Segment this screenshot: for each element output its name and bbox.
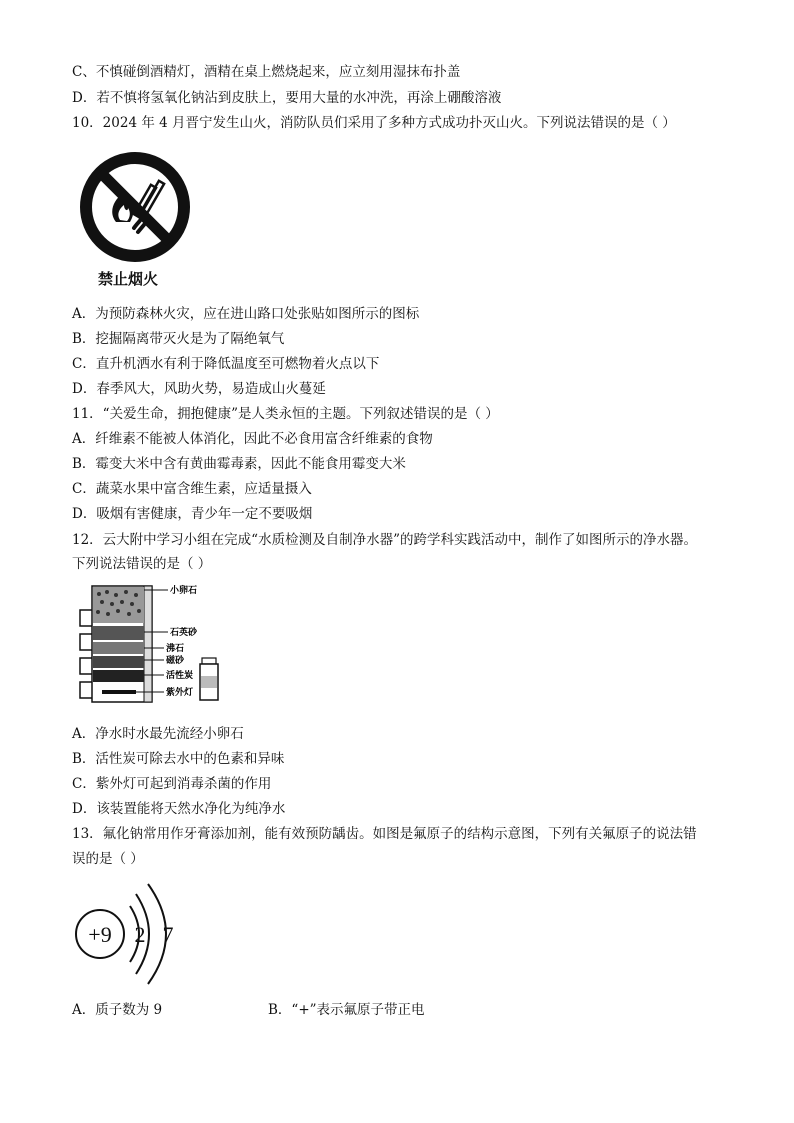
q12-option-c: C．紫外灯可起到消毒杀菌的作用 (72, 776, 272, 792)
q10-stem: 10．2024 年 4 月晋宁发生山火，消防队员们采用了多种方式成功扑灭山火。下列说法错误的是（ ） (72, 115, 676, 131)
q10-option-c: C．直升机洒水有利于降低温度至可燃物着火点以下 (72, 356, 380, 372)
shell2-electrons: 7 (162, 922, 174, 947)
q13-stem-line1: 13．氟化钠常用作牙膏添加剂，能有效预防龋齿。如图是氟原子的结构示意图，下列有关氟原子的说法错 (72, 826, 697, 842)
q11-option-a: A．纤维素不能被人体消化，因此不必食用富含纤维素的食物 (72, 431, 433, 447)
sign-caption: 禁止烟火 (98, 270, 159, 288)
fluorine-atom-diagram (72, 878, 182, 988)
nucleus-label: +9 (88, 922, 112, 947)
q10-option-d: D．春季风大，风助火势，易造成山火蔓延 (72, 381, 326, 397)
label-magnetic-sand: 磁砂 (166, 656, 185, 666)
q9-option-c: C、不慎碰倒酒精灯，酒精在桌上燃烧起来，应立刻用湿抹布扑盖 (72, 64, 461, 80)
q10-option-b: B．挖掘隔离带灭火是为了隔绝氧气 (72, 331, 285, 347)
label-quartz-sand: 石英砂 (170, 628, 198, 638)
q11-option-b: B．霉变大米中含有黄曲霉毒素，因此不能食用霉变大米 (72, 456, 406, 472)
q12-option-b: B．活性炭可除去水中的色素和异味 (72, 751, 285, 767)
q9-option-d: D．若不慎将氢氧化钠沾到皮肤上，要用大量的水冲洗，再涂上硼酸溶液 (72, 90, 502, 106)
q12-option-d: D．该装置能将天然水净化为纯净水 (72, 801, 286, 817)
q11-option-d: D．吸烟有害健康，青少年一定不要吸烟 (72, 506, 313, 522)
q13-stem-line2: 误的是（ ） (72, 851, 144, 867)
no-fire-sign-icon (78, 150, 192, 264)
q11-option-c: C．蔬菜水果中富含维生素，应适量摄入 (72, 481, 312, 497)
shell1-electrons: 2 (134, 922, 146, 947)
q13-option-a: A．质子数为 9 (72, 1002, 163, 1018)
q12-option-a: A．净水时水最先流经小卵石 (72, 726, 244, 742)
q10-option-a: A．为预防森林火灾，应在进山路口处张贴如图所示的图标 (72, 306, 420, 322)
label-pebbles: 小卵石 (170, 586, 198, 596)
label-zeolite: 沸石 (166, 644, 185, 654)
water-purifier-diagram (74, 580, 234, 712)
label-uv-lamp: 紫外灯 (166, 688, 194, 698)
q12-stem-line2: 下列说法错误的是（ ） (72, 556, 212, 572)
q11-stem: 11．“关爱生命，拥抱健康”是人类永恒的主题。下列叙述错误的是（ ） (72, 406, 499, 422)
q13-option-b: B．“+”表示氟原子带正电 (268, 1002, 425, 1018)
label-activated-carbon: 活性炭 (166, 671, 194, 681)
q12-stem-line1: 12．云大附中学习小组在完成“水质检测及自制净水器”的跨学科实践活动中，制作了如图所示的净水器。 (72, 532, 697, 548)
